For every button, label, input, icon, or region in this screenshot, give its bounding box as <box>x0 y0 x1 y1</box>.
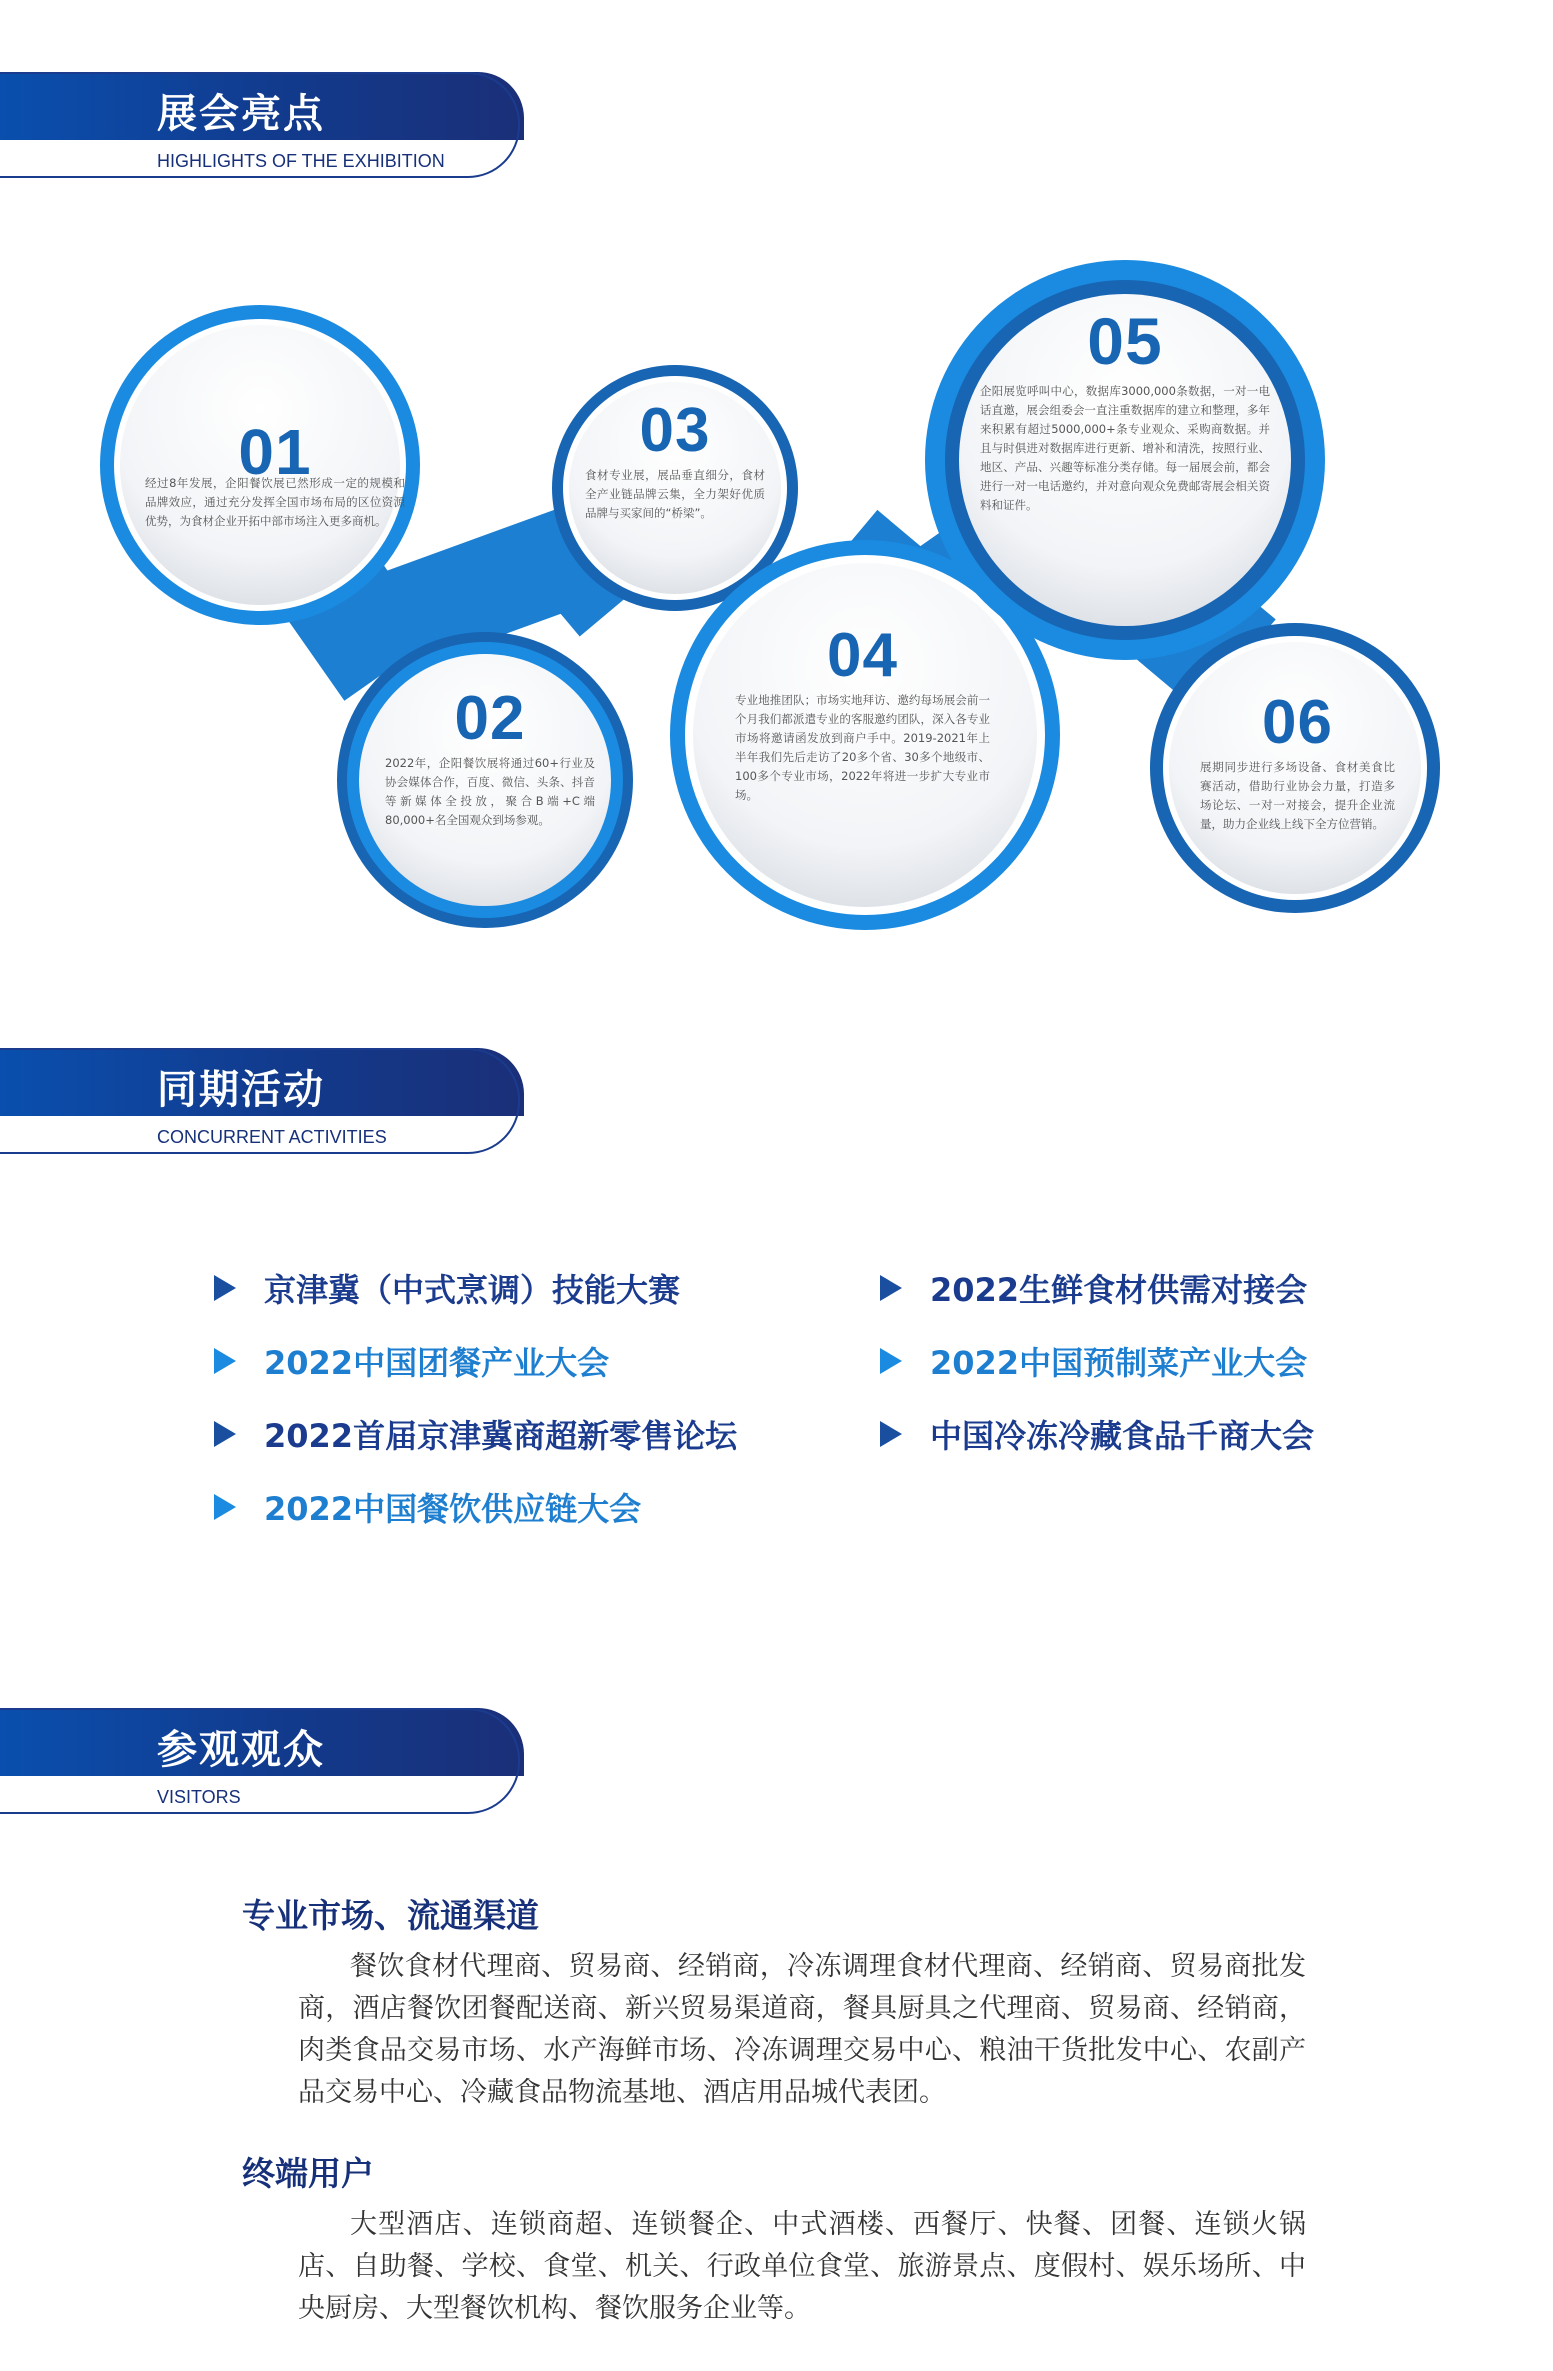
activity-item <box>880 1268 1307 1308</box>
triangle-bullet-icon <box>880 1275 902 1301</box>
highlight-number: 02 <box>454 684 526 753</box>
highlight-02 <box>385 684 595 830</box>
activity-item <box>214 1268 680 1308</box>
activity-item <box>214 1341 609 1381</box>
activity-label: 2022中国餐饮供应链大会 <box>264 1490 642 1528</box>
section-title-cn: 同期活动 <box>157 1067 325 1113</box>
highlight-number: 03 <box>639 396 711 465</box>
activity-item <box>880 1414 1314 1454</box>
section-header-visitors <box>0 1708 524 1818</box>
triangle-bullet-icon <box>214 1275 236 1301</box>
highlight-number: 04 <box>827 621 898 690</box>
section-title-cn: 参观观众 <box>157 1727 325 1773</box>
highlight-number: 05 <box>1087 304 1163 378</box>
highlight-03 <box>585 396 765 523</box>
highlight-number: 01 <box>238 416 312 488</box>
section-header-activities <box>0 1048 524 1158</box>
activity-item <box>880 1341 1307 1381</box>
activity-label: 2022中国预制菜产业大会 <box>930 1344 1308 1382</box>
triangle-bullet-icon <box>214 1421 236 1447</box>
visitor-group-title: 专业市场、流通渠道 <box>242 1896 539 1935</box>
highlight-number: 06 <box>1262 688 1333 757</box>
section-title-en: HIGHLIGHTS OF THE EXHIBITION <box>157 151 445 171</box>
section-title-en: CONCURRENT ACTIVITIES <box>157 1127 387 1147</box>
highlight-text: 企阳展览呼叫中心，数据库3000,000条数据，一对一电话直邀，展会组委会一直注重数据库的建立和整理，多年来积累有超过5000,000+条专业观众、采购商数据。并且与时俱进对数据库进行更新、增补和清洗，按照行业、地区、产品、兴趣等标准分类存储。每一届展会前，都会进行一对一电话邀约，并对意向观众免费邮寄展会相关资料和证件。 <box>980 384 1270 512</box>
section-title-en: VISITORS <box>157 1787 241 1807</box>
highlight-text: 2022年，企阳餐饮展将通过60+行业及协会媒体合作，百度、微信、头条、抖音等新媒体全投放，聚合B端+C端80,000+名全国观众到场参观。 <box>385 756 595 827</box>
highlight-text: 经过8年发展，企阳餐饮展已然形成一定的规模和品牌效应，通过充分发挥全国市场布局的区位资源优势，为食材企业开拓中部市场注入更多商机。 <box>145 476 405 528</box>
highlight-04 <box>735 621 990 805</box>
activity-label: 2022首届京津冀商超新零售论坛 <box>264 1417 738 1455</box>
highlight-text: 展期同步进行多场设备、食材美食比赛活动，借助行业协会力量，打造多场论坛、一对一对接会，提升企业流量，助力企业线上线下全方位营销。 <box>1200 760 1395 831</box>
triangle-bullet-icon <box>880 1421 902 1447</box>
triangle-bullet-icon <box>880 1348 902 1374</box>
highlight-01 <box>145 416 405 531</box>
activity-label: 中国冷冻冷藏食品千商大会 <box>930 1417 1315 1455</box>
activity-item <box>214 1414 737 1454</box>
visitor-group-text: 大型酒店、连锁商超、连锁餐企、中式酒楼、西餐厅、快餐、团餐、连锁火锅店、自助餐、学校、食堂、机关、行政单位食堂、旅游景点、度假村、娱乐场所、中央厨房、大型餐饮机构、餐饮服务企业等。 <box>298 2209 1306 2324</box>
activity-label: 京津冀（中式烹调）技能大赛 <box>264 1271 681 1309</box>
triangle-bullet-icon <box>214 1494 236 1520</box>
visitor-group-text: 餐饮食材代理商、贸易商、经销商，冷冻调理食材代理商、经销商、贸易商批发商，酒店餐饮团餐配送商、新兴贸易渠道商，餐具厨具之代理商、贸易商、经销商，肉类食品交易市场、水产海鲜市场、冷冻调理交易中心、粮油干货批发中心、农副产品交易中心、冷藏食品物流基地、酒店用品城代表团。 <box>298 1951 1306 2108</box>
visitor-group-title: 终端用户 <box>242 2154 374 2193</box>
activity-item <box>214 1487 641 1527</box>
activity-label: 2022生鲜食材供需对接会 <box>930 1271 1308 1309</box>
section-title-cn: 展会亮点 <box>157 91 325 137</box>
highlight-text: 食材专业展，展品垂直细分，食材全产业链品牌云集，全力架好优质品牌与买家间的“桥梁”。 <box>585 468 765 520</box>
highlight-05 <box>980 304 1270 515</box>
triangle-bullet-icon <box>214 1348 236 1374</box>
activity-label: 2022中国团餐产业大会 <box>264 1344 610 1382</box>
highlight-06 <box>1200 688 1395 834</box>
highlight-text: 专业地推团队；市场实地拜访、邀约每场展会前一个月我们都派遣专业的客服邀约团队，深入各专业市场将邀请函发放到商户手中。2019-2021年上半年我们先后走访了20多个省、30多个地级市、100多个专业市场，2022年将进一步扩大专业市场。 <box>735 693 990 802</box>
